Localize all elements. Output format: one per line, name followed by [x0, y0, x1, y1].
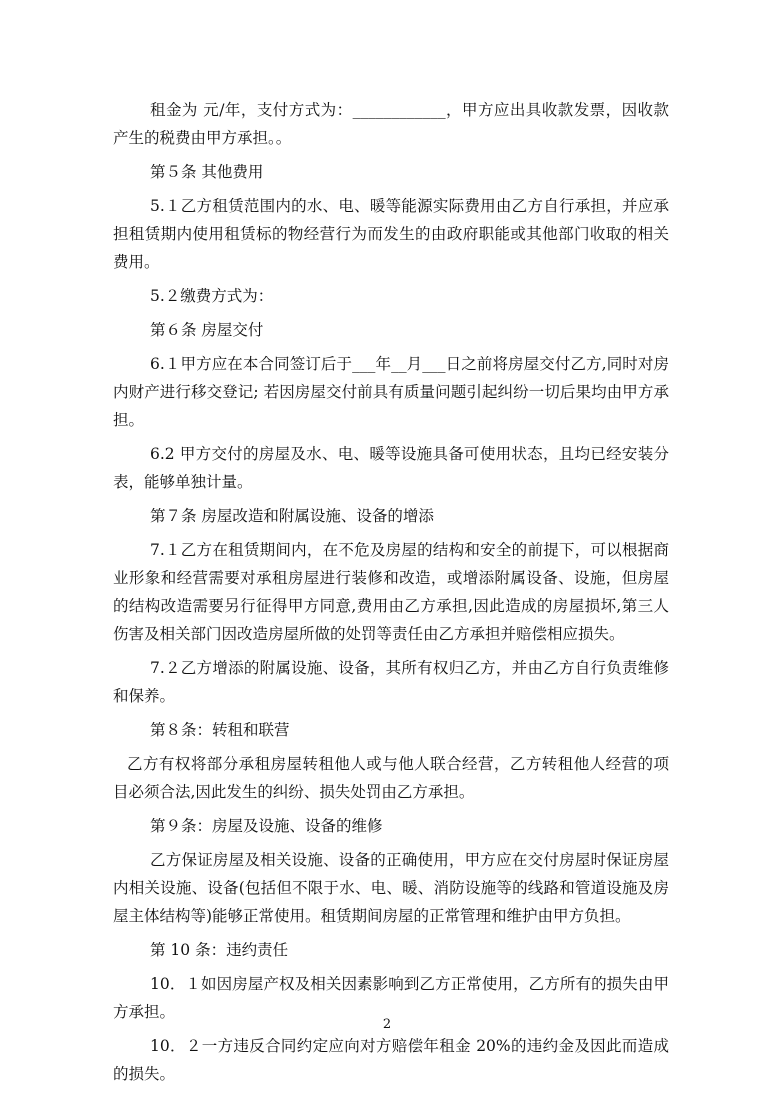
clause-7-1: 7.１乙方在租赁期间内，在不危及房屋的结构和安全的前提下，可以根据商业形象和经营需要对承租房屋进行装修和改造，或增添附属设备、设施，但房屋的结构改造需要另行征得甲方同意,费用由乙方承担,因此造成的房屋损坏,第三人伤害及相关部门因改造房屋所做的处罚等责任由乙方承担并赔偿相应损失。 — [113, 541, 669, 643]
article-7-heading: 第７条 房屋改造和附属设施、设备的增添 — [150, 507, 434, 525]
article-9-text: 乙方保证房屋及相关设施、设备的正确使用，甲方应在交付房屋时保证房屋内相关设施、设备(包括但不限于水、电、暖、消防设施等的线路和管道设施及房屋主体结构等)能够正常使用。租赁期间房屋的正常管理和维护由甲方负担。 — [113, 851, 669, 925]
page-number: 2 — [382, 1017, 392, 1032]
rent-payment-clause: 租金为 元/年，支付方式为：____________，甲方应出具收款发票，因收款产生的税费由甲方承担。。 — [113, 101, 669, 147]
article-9-heading: 第９条：房屋及设施、设备的维修 — [150, 817, 383, 835]
clause-10-2: 10．２一方违反合同约定应向对方赔偿年租金 20%的违约金及因此而造成的损失。 — [113, 1037, 669, 1083]
article-8-text: 乙方有权将部分承租房屋转租他人或与他人联合经营，乙方转租他人经营的项目必须合法,因此发生的纠纷、损失处罚由乙方承担。 — [113, 755, 669, 801]
article-10-heading: 第 10 条：违约责任 — [150, 941, 289, 959]
article-6-heading: 第６条 房屋交付 — [150, 321, 264, 339]
clause-6-2: 6.2 甲方交付的房屋及水、电、暖等设施具备可使用状态，且均已经安装分表，能够单独计量。 — [113, 445, 669, 491]
clause-5-1: 5.１乙方租赁范围内的水、电、暖等能源实际费用由乙方自行承担，并应承担租赁期内使用租赁标的物经营行为而发生的由政府职能或其他部门收取的相关费用。 — [113, 197, 669, 271]
clause-10-1: 10．１如因房屋产权及相关因素影响到乙方正常使用，乙方所有的损失由甲方承担。 — [113, 975, 669, 1021]
clause-5-2: 5.２缴费方式为： — [150, 287, 274, 305]
clause-7-2: 7.２乙方增添的附属设施、设备，其所有权归乙方，并由乙方自行负责维修和保养。 — [113, 659, 669, 705]
article-8-heading: 第８条：转租和联营 — [150, 721, 290, 739]
article-5-heading: 第５条 其他费用 — [150, 163, 264, 181]
clause-6-1: 6.１甲方应在本合同签订后于___年__月___日之前将房屋交付乙方,同时对房内财产进行移交登记; 若因房屋交付前具有质量问题引起纠纷一切后果均由甲方承担。 — [113, 355, 669, 429]
document-body — [113, 96, 669, 1088]
